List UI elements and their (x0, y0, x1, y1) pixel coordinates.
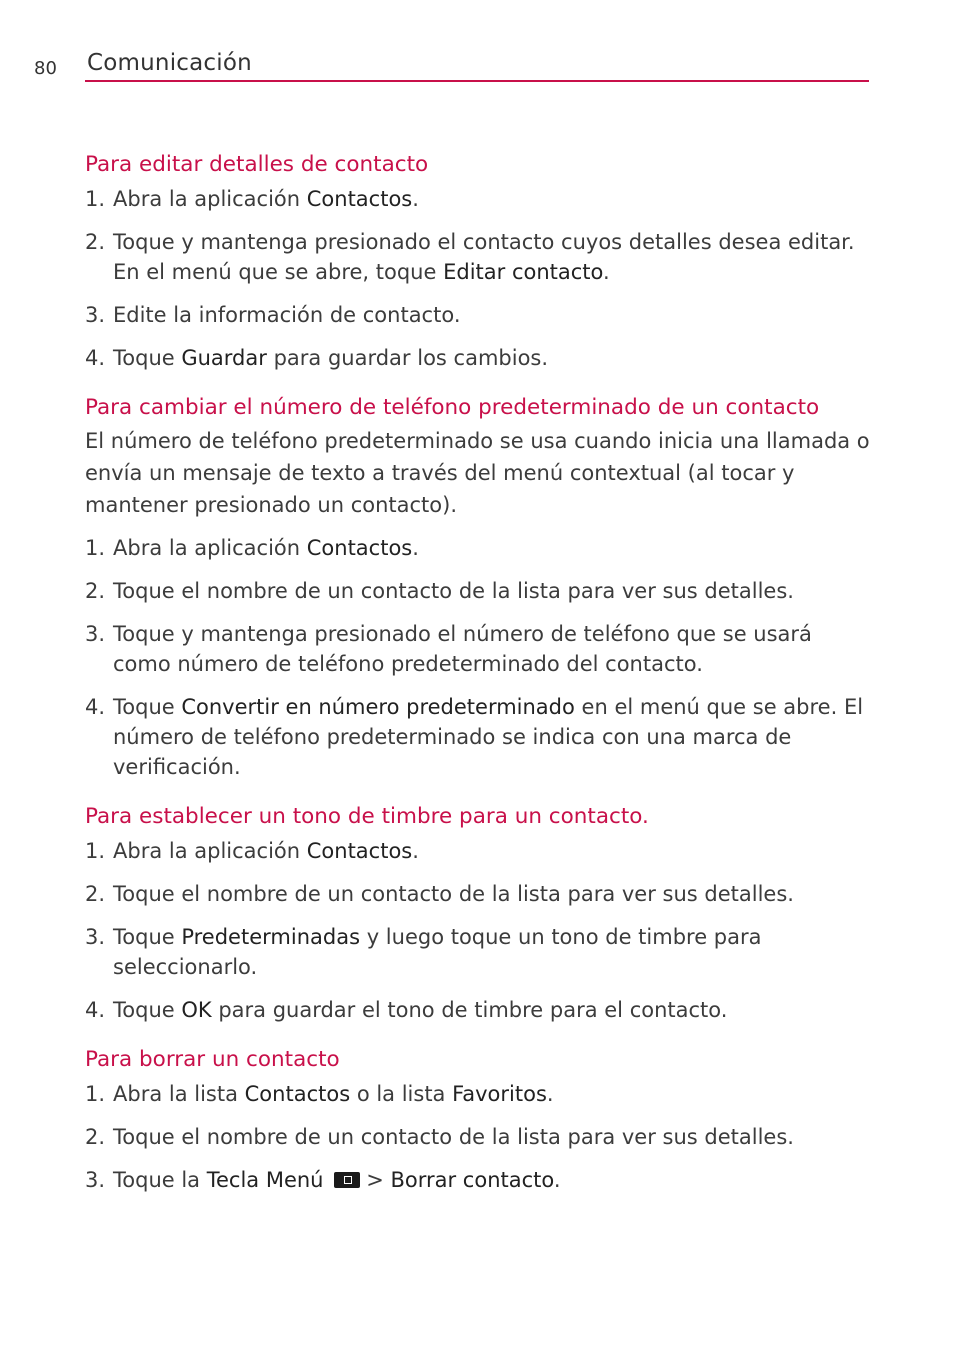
header-rule (85, 80, 869, 82)
list-item: 4. Toque Guardar para guardar los cambios. (85, 346, 549, 370)
menu-key-icon (334, 1172, 360, 1188)
list-item: 3. Edite la información de contacto. (85, 303, 461, 327)
list-item: 4. Toque Convertir en número predeterminado en el menú que se abre. El número de teléfono predeterminado se indica con una marca de verificación. (85, 695, 864, 779)
section-heading: Para editar detalles de contacto (85, 152, 429, 177)
list-item: 2. Toque el nombre de un contacto de la lista para ver sus detalles. (85, 882, 794, 906)
list-item: 4. Toque OK para guardar el tono de timbre para el contacto. (85, 998, 728, 1022)
list-item: 2. Toque y mantenga presionado el contacto cuyos detalles desea editar. En el menú que se abre, toque Editar contacto. (85, 230, 855, 284)
page-content (85, 148, 875, 1195)
list-item: 1. Abra la lista Contactos o la lista Favoritos. (85, 1082, 554, 1106)
list-item: 1. Abra la aplicación Contactos. (85, 536, 419, 560)
section-ringtone (85, 800, 875, 1025)
page-number: 80 (34, 58, 57, 79)
list-item: 1. Abra la aplicación Contactos. (85, 839, 419, 863)
section-heading: Para cambiar el número de teléfono predeterminado de un contacto (85, 395, 820, 420)
list-item: 3. Toque Predeterminadas y luego toque un tono de timbre para seleccionarlo. (85, 925, 762, 979)
list-item: 3. Toque y mantenga presionado el número de teléfono que se usará como número de teléfono predeterminado del contacto. (85, 622, 812, 676)
list-item: 1. Abra la aplicación Contactos. (85, 187, 419, 211)
steps-list (85, 836, 875, 1025)
steps-list (85, 1079, 875, 1195)
section-heading: Para establecer un tono de timbre para un contacto. (85, 804, 649, 829)
section-intro: El número de teléfono predeterminado se usa cuando inicia una llamada o envía un mensaje de texto a través del menú contextual (al tocar y mantener presionado un contacto). (85, 429, 870, 517)
steps-list (85, 184, 875, 373)
list-item: 2. Toque el nombre de un contacto de la lista para ver sus detalles. (85, 1125, 794, 1149)
section-heading: Para borrar un contacto (85, 1047, 340, 1072)
chapter-title: Comunicación (87, 50, 252, 76)
list-item: 2. Toque el nombre de un contacto de la lista para ver sus detalles. (85, 579, 794, 603)
list-item: 3. Toque la Tecla Menú > Borrar contacto. (85, 1168, 561, 1192)
section-default-number (85, 391, 875, 782)
section-edit-contact (85, 148, 875, 373)
steps-list (85, 533, 875, 782)
section-delete-contact (85, 1043, 875, 1195)
